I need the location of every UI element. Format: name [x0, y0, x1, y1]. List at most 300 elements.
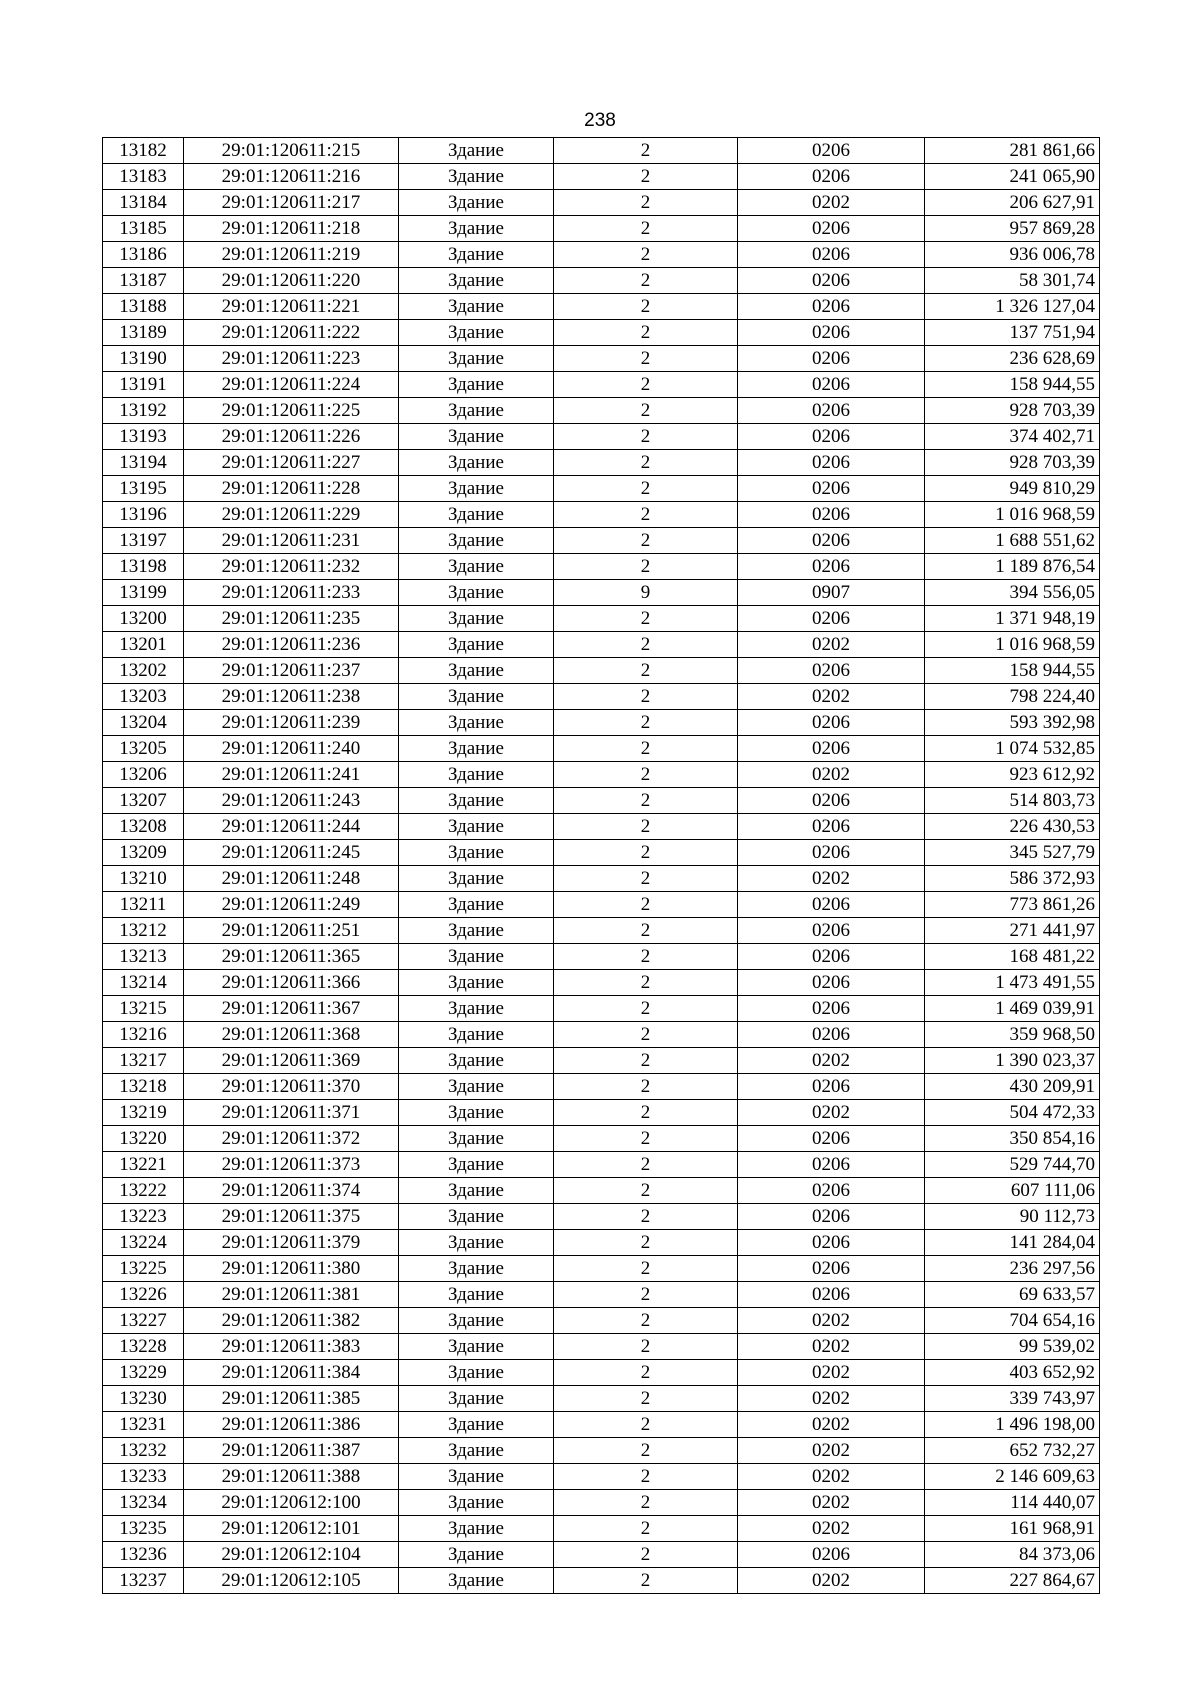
- table-row: [103, 372, 1100, 398]
- row-number-cell: 13185: [103, 216, 184, 242]
- cadastral-value-cell: 84 373,06: [925, 1542, 1100, 1568]
- row-number-cell: 13193: [103, 424, 184, 450]
- code-cell: 0206: [738, 606, 925, 632]
- object-type-cell: Здание: [399, 190, 554, 216]
- row-number-cell: 13195: [103, 476, 184, 502]
- cadastral-number-cell: 29:01:120611:373: [184, 1152, 399, 1178]
- object-type-cell: Здание: [399, 1204, 554, 1230]
- group-cell: 2: [554, 190, 738, 216]
- object-type-cell: Здание: [399, 736, 554, 762]
- object-type-cell: Здание: [399, 1126, 554, 1152]
- group-cell: 2: [554, 814, 738, 840]
- table-row: [103, 1568, 1100, 1594]
- code-cell: 0202: [738, 1048, 925, 1074]
- group-cell: 2: [554, 476, 738, 502]
- group-cell: 2: [554, 684, 738, 710]
- cadastral-number-cell: 29:01:120611:225: [184, 398, 399, 424]
- table-row: [103, 658, 1100, 684]
- group-cell: 2: [554, 216, 738, 242]
- table-row: [103, 138, 1100, 164]
- cadastral-number-cell: 29:01:120611:384: [184, 1360, 399, 1386]
- cadastral-number-cell: 29:01:120611:231: [184, 528, 399, 554]
- object-type-cell: Здание: [399, 866, 554, 892]
- cadastral-value-cell: 345 527,79: [925, 840, 1100, 866]
- group-cell: 2: [554, 658, 738, 684]
- table-row: [103, 164, 1100, 190]
- group-cell: 2: [554, 1282, 738, 1308]
- cadastral-value-cell: 1 688 551,62: [925, 528, 1100, 554]
- cadastral-number-cell: 29:01:120611:237: [184, 658, 399, 684]
- row-number-cell: 13225: [103, 1256, 184, 1282]
- cadastral-value-cell: 1 496 198,00: [925, 1412, 1100, 1438]
- object-type-cell: Здание: [399, 632, 554, 658]
- cadastral-number-cell: 29:01:120611:375: [184, 1204, 399, 1230]
- cadastral-value-cell: 374 402,71: [925, 424, 1100, 450]
- table-row: [103, 424, 1100, 450]
- cadastral-number-cell: 29:01:120611:382: [184, 1308, 399, 1334]
- object-type-cell: Здание: [399, 502, 554, 528]
- table-row: [103, 632, 1100, 658]
- cadastral-value-cell: 241 065,90: [925, 164, 1100, 190]
- cadastral-value-cell: 69 633,57: [925, 1282, 1100, 1308]
- cadastral-value-cell: 226 430,53: [925, 814, 1100, 840]
- group-cell: 2: [554, 1386, 738, 1412]
- row-number-cell: 13207: [103, 788, 184, 814]
- cadastral-value-cell: 1 016 968,59: [925, 632, 1100, 658]
- table-row: [103, 892, 1100, 918]
- cadastral-value-cell: 586 372,93: [925, 866, 1100, 892]
- cadastral-number-cell: 29:01:120611:374: [184, 1178, 399, 1204]
- table-row: [103, 1542, 1100, 1568]
- table-row: [103, 684, 1100, 710]
- code-cell: 0206: [738, 1022, 925, 1048]
- row-number-cell: 13229: [103, 1360, 184, 1386]
- object-type-cell: Здание: [399, 580, 554, 606]
- table-row: [103, 1412, 1100, 1438]
- table-row: [103, 1516, 1100, 1542]
- code-cell: 0202: [738, 1490, 925, 1516]
- cadastral-value-cell: 394 556,05: [925, 580, 1100, 606]
- table-row: [103, 502, 1100, 528]
- table-row: [103, 268, 1100, 294]
- cadastral-value-cell: 281 861,66: [925, 138, 1100, 164]
- group-cell: 2: [554, 1204, 738, 1230]
- cadastral-number-cell: 29:01:120611:240: [184, 736, 399, 762]
- object-type-cell: Здание: [399, 1386, 554, 1412]
- group-cell: 2: [554, 164, 738, 190]
- row-number-cell: 13200: [103, 606, 184, 632]
- code-cell: 0206: [738, 1074, 925, 1100]
- code-cell: 0206: [738, 372, 925, 398]
- cadastral-value-cell: 928 703,39: [925, 450, 1100, 476]
- code-cell: 0206: [738, 346, 925, 372]
- object-type-cell: Здание: [399, 788, 554, 814]
- table-row: [103, 736, 1100, 762]
- table-row: [103, 1126, 1100, 1152]
- code-cell: 0206: [738, 138, 925, 164]
- row-number-cell: 13183: [103, 164, 184, 190]
- table-row: [103, 762, 1100, 788]
- code-cell: 0202: [738, 1386, 925, 1412]
- code-cell: 0202: [738, 1438, 925, 1464]
- row-number-cell: 13194: [103, 450, 184, 476]
- table-row: [103, 398, 1100, 424]
- cadastral-value-cell: 114 440,07: [925, 1490, 1100, 1516]
- cadastral-value-cell: 773 861,26: [925, 892, 1100, 918]
- row-number-cell: 13232: [103, 1438, 184, 1464]
- cadastral-number-cell: 29:01:120611:379: [184, 1230, 399, 1256]
- row-number-cell: 13222: [103, 1178, 184, 1204]
- group-cell: 2: [554, 918, 738, 944]
- cadastral-number-cell: 29:01:120611:239: [184, 710, 399, 736]
- row-number-cell: 13235: [103, 1516, 184, 1542]
- table-row: [103, 840, 1100, 866]
- code-cell: 0202: [738, 1412, 925, 1438]
- group-cell: 2: [554, 450, 738, 476]
- cadastral-value-cell: 1 473 491,55: [925, 970, 1100, 996]
- row-number-cell: 13201: [103, 632, 184, 658]
- group-cell: 2: [554, 1074, 738, 1100]
- group-cell: 2: [554, 268, 738, 294]
- code-cell: 0206: [738, 736, 925, 762]
- group-cell: 2: [554, 632, 738, 658]
- cadastral-value-cell: 158 944,55: [925, 658, 1100, 684]
- group-cell: 2: [554, 970, 738, 996]
- cadastral-number-cell: 29:01:120611:371: [184, 1100, 399, 1126]
- cadastral-number-cell: 29:01:120611:368: [184, 1022, 399, 1048]
- group-cell: 2: [554, 892, 738, 918]
- table-row: [103, 1022, 1100, 1048]
- cadastral-number-cell: 29:01:120611:370: [184, 1074, 399, 1100]
- row-number-cell: 13221: [103, 1152, 184, 1178]
- cadastral-value-cell: 652 732,27: [925, 1438, 1100, 1464]
- cadastral-number-cell: 29:01:120611:385: [184, 1386, 399, 1412]
- cadastral-number-cell: 29:01:120611:222: [184, 320, 399, 346]
- cadastral-number-cell: 29:01:120611:243: [184, 788, 399, 814]
- cadastral-value-cell: 141 284,04: [925, 1230, 1100, 1256]
- row-number-cell: 13233: [103, 1464, 184, 1490]
- cadastral-value-cell: 1 074 532,85: [925, 736, 1100, 762]
- group-cell: 2: [554, 528, 738, 554]
- table-row: [103, 476, 1100, 502]
- object-type-cell: Здание: [399, 138, 554, 164]
- group-cell: 2: [554, 1308, 738, 1334]
- group-cell: 2: [554, 1230, 738, 1256]
- table-row: [103, 1100, 1100, 1126]
- row-number-cell: 13214: [103, 970, 184, 996]
- group-cell: 9: [554, 580, 738, 606]
- code-cell: 0202: [738, 1308, 925, 1334]
- cadastral-value-cell: 1 371 948,19: [925, 606, 1100, 632]
- object-type-cell: Здание: [399, 918, 554, 944]
- cadastral-value-cell: 1 390 023,37: [925, 1048, 1100, 1074]
- registry-table-body: [103, 138, 1100, 1594]
- row-number-cell: 13192: [103, 398, 184, 424]
- group-cell: 2: [554, 424, 738, 450]
- object-type-cell: Здание: [399, 814, 554, 840]
- cadastral-number-cell: 29:01:120611:217: [184, 190, 399, 216]
- cadastral-value-cell: 704 654,16: [925, 1308, 1100, 1334]
- table-row: [103, 1438, 1100, 1464]
- code-cell: 0206: [738, 268, 925, 294]
- object-type-cell: Здание: [399, 1022, 554, 1048]
- cadastral-number-cell: 29:01:120611:218: [184, 216, 399, 242]
- code-cell: 0206: [738, 554, 925, 580]
- object-type-cell: Здание: [399, 1516, 554, 1542]
- row-number-cell: 13212: [103, 918, 184, 944]
- cadastral-value-cell: 514 803,73: [925, 788, 1100, 814]
- code-cell: 0206: [738, 1230, 925, 1256]
- table-row: [103, 918, 1100, 944]
- cadastral-number-cell: 29:01:120612:100: [184, 1490, 399, 1516]
- code-cell: 0206: [738, 944, 925, 970]
- table-row: [103, 190, 1100, 216]
- row-number-cell: 13186: [103, 242, 184, 268]
- cadastral-value-cell: 206 627,91: [925, 190, 1100, 216]
- code-cell: 0206: [738, 502, 925, 528]
- object-type-cell: Здание: [399, 1334, 554, 1360]
- table-row: [103, 1490, 1100, 1516]
- cadastral-number-cell: 29:01:120611:369: [184, 1048, 399, 1074]
- cadastral-value-cell: 2 146 609,63: [925, 1464, 1100, 1490]
- group-cell: 2: [554, 1100, 738, 1126]
- group-cell: 2: [554, 372, 738, 398]
- object-type-cell: Здание: [399, 164, 554, 190]
- cadastral-number-cell: 29:01:120611:233: [184, 580, 399, 606]
- row-number-cell: 13216: [103, 1022, 184, 1048]
- table-row: [103, 1152, 1100, 1178]
- table-row: [103, 1178, 1100, 1204]
- code-cell: 0206: [738, 476, 925, 502]
- group-cell: 2: [554, 554, 738, 580]
- cadastral-number-cell: 29:01:120611:365: [184, 944, 399, 970]
- row-number-cell: 13208: [103, 814, 184, 840]
- cadastral-number-cell: 29:01:120611:249: [184, 892, 399, 918]
- group-cell: 2: [554, 1178, 738, 1204]
- object-type-cell: Здание: [399, 372, 554, 398]
- code-cell: 0206: [738, 892, 925, 918]
- table-row: [103, 242, 1100, 268]
- object-type-cell: Здание: [399, 1048, 554, 1074]
- cadastral-number-cell: 29:01:120611:367: [184, 996, 399, 1022]
- object-type-cell: Здание: [399, 1230, 554, 1256]
- object-type-cell: Здание: [399, 944, 554, 970]
- cadastral-value-cell: 593 392,98: [925, 710, 1100, 736]
- table-row: [103, 1074, 1100, 1100]
- row-number-cell: 13219: [103, 1100, 184, 1126]
- group-cell: 2: [554, 1256, 738, 1282]
- cadastral-value-cell: 227 864,67: [925, 1568, 1100, 1594]
- table-row: [103, 1334, 1100, 1360]
- cadastral-value-cell: 403 652,92: [925, 1360, 1100, 1386]
- row-number-cell: 13199: [103, 580, 184, 606]
- cadastral-value-cell: 430 209,91: [925, 1074, 1100, 1100]
- row-number-cell: 13189: [103, 320, 184, 346]
- cadastral-number-cell: 29:01:120611:366: [184, 970, 399, 996]
- cadastral-value-cell: 1 469 039,91: [925, 996, 1100, 1022]
- cadastral-value-cell: 161 968,91: [925, 1516, 1100, 1542]
- cadastral-number-cell: 29:01:120611:224: [184, 372, 399, 398]
- cadastral-number-cell: 29:01:120611:236: [184, 632, 399, 658]
- code-cell: 0202: [738, 1334, 925, 1360]
- code-cell: 0202: [738, 1516, 925, 1542]
- table-row: [103, 814, 1100, 840]
- cadastral-value-cell: 271 441,97: [925, 918, 1100, 944]
- cadastral-value-cell: 529 744,70: [925, 1152, 1100, 1178]
- object-type-cell: Здание: [399, 1308, 554, 1334]
- cadastral-number-cell: 29:01:120611:251: [184, 918, 399, 944]
- row-number-cell: 13223: [103, 1204, 184, 1230]
- cadastral-value-cell: 1 326 127,04: [925, 294, 1100, 320]
- row-number-cell: 13226: [103, 1282, 184, 1308]
- group-cell: 2: [554, 1516, 738, 1542]
- group-cell: 2: [554, 1126, 738, 1152]
- code-cell: 0202: [738, 684, 925, 710]
- cadastral-number-cell: 29:01:120611:238: [184, 684, 399, 710]
- cadastral-value-cell: 1 016 968,59: [925, 502, 1100, 528]
- row-number-cell: 13198: [103, 554, 184, 580]
- row-number-cell: 13197: [103, 528, 184, 554]
- code-cell: 0206: [738, 710, 925, 736]
- row-number-cell: 13188: [103, 294, 184, 320]
- group-cell: 2: [554, 736, 738, 762]
- cadastral-number-cell: 29:01:120612:101: [184, 1516, 399, 1542]
- cadastral-number-cell: 29:01:120611:235: [184, 606, 399, 632]
- group-cell: 2: [554, 1464, 738, 1490]
- code-cell: 0206: [738, 1282, 925, 1308]
- row-number-cell: 13182: [103, 138, 184, 164]
- cadastral-value-cell: 949 810,29: [925, 476, 1100, 502]
- table-row: [103, 346, 1100, 372]
- group-cell: 2: [554, 1412, 738, 1438]
- object-type-cell: Здание: [399, 892, 554, 918]
- code-cell: 0206: [738, 918, 925, 944]
- object-type-cell: Здание: [399, 424, 554, 450]
- cadastral-value-cell: 99 539,02: [925, 1334, 1100, 1360]
- row-number-cell: 13205: [103, 736, 184, 762]
- object-type-cell: Здание: [399, 1178, 554, 1204]
- group-cell: 2: [554, 138, 738, 164]
- table-row: [103, 1308, 1100, 1334]
- code-cell: 0206: [738, 1178, 925, 1204]
- row-number-cell: 13204: [103, 710, 184, 736]
- table-row: [103, 944, 1100, 970]
- cadastral-value-cell: 607 111,06: [925, 1178, 1100, 1204]
- group-cell: 2: [554, 1022, 738, 1048]
- object-type-cell: Здание: [399, 320, 554, 346]
- group-cell: 2: [554, 1360, 738, 1386]
- object-type-cell: Здание: [399, 970, 554, 996]
- table-row: [103, 1256, 1100, 1282]
- cadastral-value-cell: 168 481,22: [925, 944, 1100, 970]
- row-number-cell: 13184: [103, 190, 184, 216]
- group-cell: 2: [554, 762, 738, 788]
- object-type-cell: Здание: [399, 554, 554, 580]
- table-row: [103, 1386, 1100, 1412]
- group-cell: 2: [554, 1048, 738, 1074]
- code-cell: 0206: [738, 970, 925, 996]
- table-row: [103, 606, 1100, 632]
- object-type-cell: Здание: [399, 1282, 554, 1308]
- code-cell: 0206: [738, 814, 925, 840]
- row-number-cell: 13236: [103, 1542, 184, 1568]
- object-type-cell: Здание: [399, 1152, 554, 1178]
- group-cell: 2: [554, 294, 738, 320]
- table-row: [103, 1048, 1100, 1074]
- object-type-cell: Здание: [399, 1542, 554, 1568]
- row-number-cell: 13209: [103, 840, 184, 866]
- object-type-cell: Здание: [399, 762, 554, 788]
- cadastral-value-cell: 359 968,50: [925, 1022, 1100, 1048]
- row-number-cell: 13203: [103, 684, 184, 710]
- page-number: 238: [584, 110, 616, 131]
- object-type-cell: Здание: [399, 242, 554, 268]
- code-cell: 0206: [738, 1126, 925, 1152]
- table-row: [103, 1360, 1100, 1386]
- row-number-cell: 13213: [103, 944, 184, 970]
- cadastral-value-cell: 236 297,56: [925, 1256, 1100, 1282]
- cadastral-value-cell: 923 612,92: [925, 762, 1100, 788]
- code-cell: 0206: [738, 1204, 925, 1230]
- table-row: [103, 554, 1100, 580]
- row-number-cell: 13231: [103, 1412, 184, 1438]
- cadastral-value-cell: 58 301,74: [925, 268, 1100, 294]
- object-type-cell: Здание: [399, 710, 554, 736]
- group-cell: 2: [554, 1438, 738, 1464]
- cadastral-value-cell: 90 112,73: [925, 1204, 1100, 1230]
- cadastral-number-cell: 29:01:120611:241: [184, 762, 399, 788]
- table-row: [103, 580, 1100, 606]
- cadastral-value-cell: 936 006,78: [925, 242, 1100, 268]
- cadastral-number-cell: 29:01:120611:380: [184, 1256, 399, 1282]
- object-type-cell: Здание: [399, 528, 554, 554]
- object-type-cell: Здание: [399, 684, 554, 710]
- code-cell: 0206: [738, 242, 925, 268]
- table-row: [103, 970, 1100, 996]
- row-number-cell: 13191: [103, 372, 184, 398]
- row-number-cell: 13210: [103, 866, 184, 892]
- row-number-cell: 13190: [103, 346, 184, 372]
- table-row: [103, 1204, 1100, 1230]
- code-cell: 0206: [738, 788, 925, 814]
- table-row: [103, 216, 1100, 242]
- cadastral-value-cell: 158 944,55: [925, 372, 1100, 398]
- group-cell: 2: [554, 1542, 738, 1568]
- code-cell: 0206: [738, 1256, 925, 1282]
- group-cell: 2: [554, 502, 738, 528]
- cadastral-number-cell: 29:01:120611:223: [184, 346, 399, 372]
- row-number-cell: 13224: [103, 1230, 184, 1256]
- code-cell: 0206: [738, 1152, 925, 1178]
- group-cell: 2: [554, 606, 738, 632]
- code-cell: 0206: [738, 840, 925, 866]
- object-type-cell: Здание: [399, 346, 554, 372]
- object-type-cell: Здание: [399, 996, 554, 1022]
- object-type-cell: Здание: [399, 1100, 554, 1126]
- table-row: [103, 1464, 1100, 1490]
- cadastral-number-cell: 29:01:120611:387: [184, 1438, 399, 1464]
- object-type-cell: Здание: [399, 1412, 554, 1438]
- row-number-cell: 13187: [103, 268, 184, 294]
- cadastral-number-cell: 29:01:120611:248: [184, 866, 399, 892]
- code-cell: 0202: [738, 1568, 925, 1594]
- object-type-cell: Здание: [399, 476, 554, 502]
- cadastral-value-cell: 137 751,94: [925, 320, 1100, 346]
- code-cell: 0206: [738, 294, 925, 320]
- row-number-cell: 13230: [103, 1386, 184, 1412]
- object-type-cell: Здание: [399, 216, 554, 242]
- row-number-cell: 13228: [103, 1334, 184, 1360]
